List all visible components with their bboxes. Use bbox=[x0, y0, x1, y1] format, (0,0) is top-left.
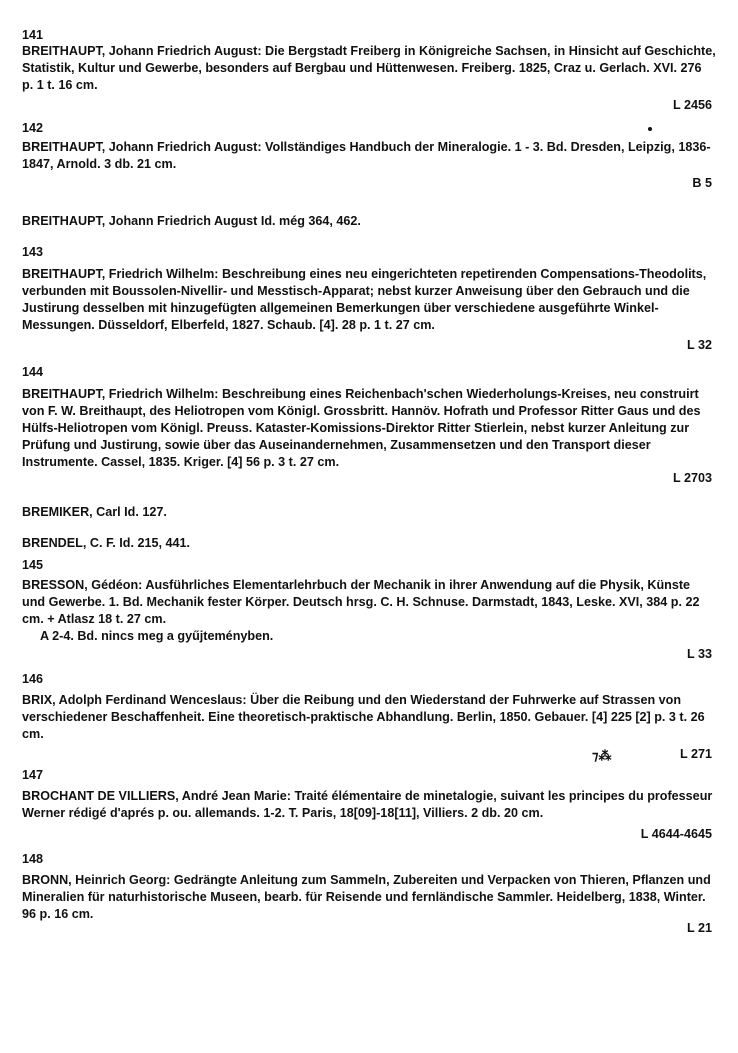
cross-reference: BREITHAUPT, Johann Friedrich August Id. még 364, 462. bbox=[22, 214, 361, 228]
catalog-entry-146 bbox=[22, 662, 716, 762]
entry-signature: L 21 bbox=[687, 921, 712, 935]
catalog-entry-144 bbox=[22, 353, 716, 486]
entry-text bbox=[22, 386, 716, 471]
cross-reference: BRENDEL, C. F. Id. 215, 441. bbox=[22, 536, 190, 550]
entry-description: Über die Reibung und den Wiederstand der Fuhrwerke auf Strassen von verschiedener Beschaffenheit. Eine theoretisch-praktische Abhandlung. Berlin, 1850. Gebauer. [4] 225 [2] p. 3 t. 26 cm. bbox=[22, 693, 705, 741]
entry-number: 148 bbox=[22, 852, 44, 866]
catalog-entry-145 bbox=[22, 552, 716, 662]
entry-text bbox=[22, 788, 716, 822]
entry-signature: L 2456 bbox=[673, 98, 712, 112]
entry-number: 144 bbox=[22, 365, 44, 379]
entry-number: 142 bbox=[22, 121, 44, 135]
entry-signature: B 5 bbox=[692, 176, 712, 190]
entry-description: Die Bergstadt Freiberg in Königreiche Sachsen, in Hinsicht auf Geschichte, Statistik, Kultur und Gewerbe, besonders auf Bergbau und Hüttenwesen. Freiberg. 1825, Craz u. Gerlach. XVI. 276 p. 1 t. 16 cm. bbox=[22, 44, 716, 92]
entry-text bbox=[22, 577, 716, 628]
catalog-entry-148 bbox=[22, 842, 716, 936]
entry-author: BRONN, Heinrich Georg: bbox=[22, 873, 171, 887]
entry-description: Vollständiges Handbuch der Mineralogie. 1 - 3. Bd. Dresden, Leipzig, 1836-1847, Arnold. 3 db. 21 cm. bbox=[22, 140, 711, 171]
entry-description: Beschreibung eines neu eingerichteten repetirenden Compensations-Theodolits, verbunden mit Boussolen-Nivellir- und Messtisch-Apparat; nebst kurzer Anweisung über den Gebrauch und die Justirung desselben mit hinzugefügten allgemeinen Bemerkungen über verschiedene ausgeführte Winkel-Messungen. Düsseldorf, Elberfeld, 1827. Schaub. [4]. 28 p. 1 t. 27 cm. bbox=[22, 267, 707, 332]
entry-author: BRIX, Adolph Ferdinand Wenceslaus: bbox=[22, 693, 247, 707]
entry-author: BREITHAUPT, Johann Friedrich August: bbox=[22, 140, 262, 154]
entry-text bbox=[22, 872, 716, 923]
entry-number: 146 bbox=[22, 672, 44, 686]
entry-signature: L 32 bbox=[687, 338, 712, 352]
entry-signature: L 4644-4645 bbox=[640, 827, 712, 841]
entry-signature: L 271 bbox=[680, 747, 712, 761]
entry-text bbox=[22, 692, 716, 743]
catalog-entry-147 bbox=[22, 762, 716, 842]
entry-note: A 2-4. Bd. nincs meg a gyűjteményben. bbox=[40, 629, 274, 643]
entry-number: 143 bbox=[22, 245, 44, 259]
entry-description: Beschreibung eines Reichenbach'schen Wiederholungs-Kreises, neu construirt von F. W. Breithaupt, des Heliotropen vom Königl. Grossbritt. Hannöv. Hofrath und Professor Ritter Gaus und des Hülfs-Heliotropen vom Königl. Preuss. Kataster-Komissions-Direktor Ritter Stierlein, nebst kurzer Anleitung zur Prüfung und Justirung, sowie über das Auseinandernehmen, Zusammensetzen und den Transport dieser Instrumente. Cassel, 1835. Kriger. [4] 56 p. 3 t. 27 cm. bbox=[22, 387, 701, 469]
entry-author: BRESSON, Gédéon: bbox=[22, 578, 143, 592]
catalog-entry-143 bbox=[22, 230, 716, 353]
catalog-entry-141 bbox=[22, 0, 716, 113]
entry-text bbox=[22, 266, 716, 334]
cross-reference: BREMIKER, Carl Id. 127. bbox=[22, 505, 167, 519]
entry-description: Gedrängte Anleitung zum Sammeln, Zubereiten und Verpacken von Thieren, Pflanzen und Mineralien für naturhistorische Museen, bearb. für Reisende und fernländische Sammler. Heidelberg, 1838, Winter. 96 p. 16 cm. bbox=[22, 873, 711, 921]
entry-signature: L 33 bbox=[687, 647, 712, 661]
entry-number: 147 bbox=[22, 768, 44, 782]
handwritten-mark: ⁊⁂ bbox=[592, 748, 612, 763]
entry-number: 145 bbox=[22, 558, 44, 572]
entry-signature: L 2703 bbox=[673, 471, 712, 485]
entry-author: BREITHAUPT, Friedrich Wilhelm: bbox=[22, 387, 219, 401]
entry-text bbox=[22, 139, 716, 173]
entry-number: 141 bbox=[22, 28, 44, 42]
entry-author: BREITHAUPT, Friedrich Wilhelm: bbox=[22, 267, 219, 281]
entry-author: BROCHANT DE VILLIERS, André Jean Marie: bbox=[22, 789, 291, 803]
catalog-entry-142 bbox=[22, 113, 716, 191]
entry-description: Ausführliches Elementarlehrbuch der Mechanik in ihrer Anwendung auf die Physik, Künste und Gewerbe. 1. Bd. Mechanik fester Körper. Deutsch hrsg. C. H. Schnuse. Darmstadt, 1843, Leske. XVI, 384 p. 22 cm. + Atlasz 18 t. 27 cm. bbox=[22, 578, 700, 626]
entry-text bbox=[22, 43, 716, 94]
entry-author: BREITHAUPT, Johann Friedrich August: bbox=[22, 44, 262, 58]
entry-description: Traité élémentaire de minetalogie, suivant les principes du professeur Werner rédigé d'aprés p. ou. allemands. 1-2. T. Paris, 18[09]-18[11], Villiers. 2 db. 20 cm. bbox=[22, 789, 713, 820]
